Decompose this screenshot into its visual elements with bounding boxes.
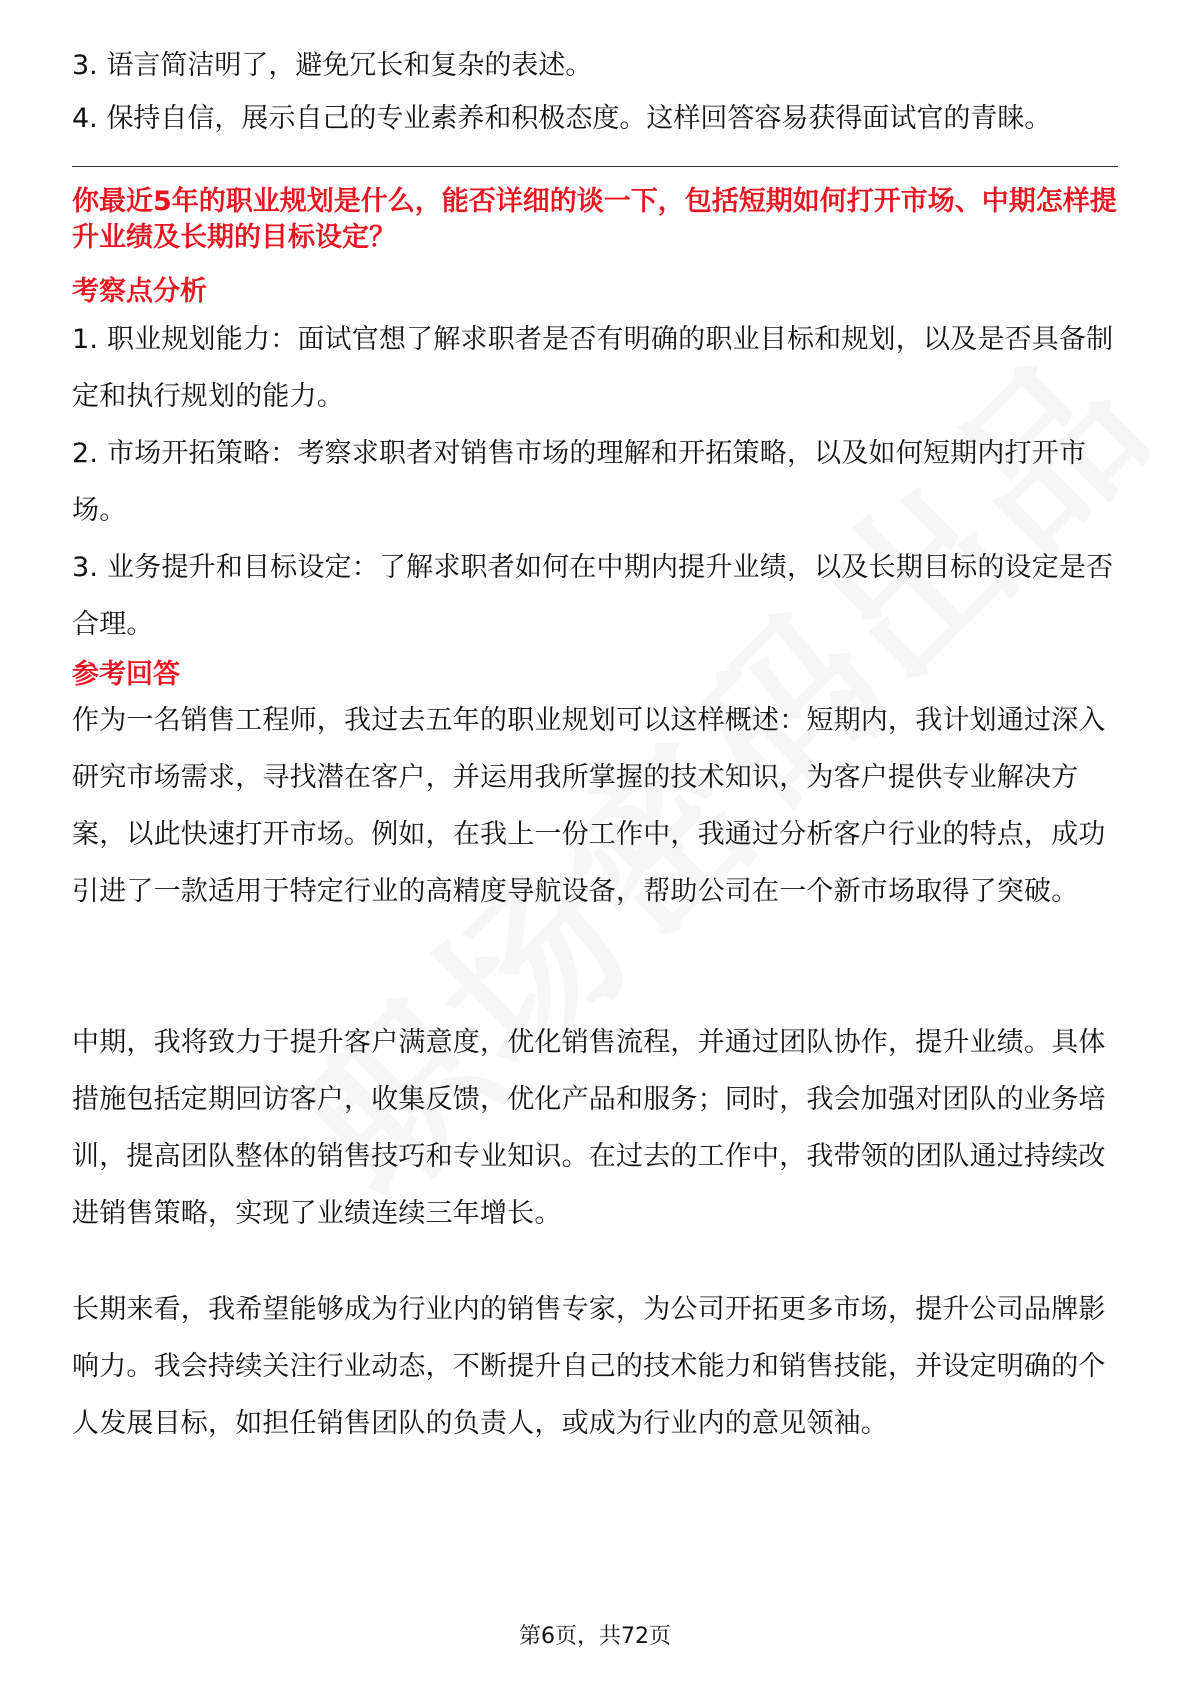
intro-item-4: 4. 保持自信，展示自己的专业素养和积极态度。这样回答容易获得面试官的青睐。: [72, 103, 1052, 134]
analysis-item-1: 1. 职业规划能力：面试官想了解求职者是否有明确的职业目标和规划，以及是否具备制定和执行规划的能力。: [72, 324, 1114, 412]
answer-paragraph-3: 长期来看，我希望能够成为行业内的销售专家，为公司开拓更多市场，提升公司品牌影响力。我会持续关注行业动态，不断提升自己的技术能力和销售技能，并设定明确的个人发展目标，如担任销售团队的负责人，或成为行业内的意见领袖。: [72, 1294, 1106, 1439]
intro-item-3: 3. 语言简洁明了，避免冗长和复杂的表述。: [72, 50, 593, 81]
page-footer: 第6页，共72页: [519, 1624, 671, 1649]
analysis-item-3: 3. 业务提升和目标设定：了解求职者如何在中期内提升业绩，以及长期目标的设定是否合理。: [72, 552, 1114, 640]
analysis-item-2: 2. 市场开拓策略：考察求职者对销售市场的理解和开拓策略，以及如何短期内打开市场。: [72, 438, 1087, 526]
answer-paragraph-2-block: [72, 1014, 1118, 1242]
answer-paragraph-3-block: [72, 1281, 1118, 1452]
answer-paragraph-1: 作为一名销售工程师，我过去五年的职业规划可以这样概述：短期内，我计划通过深入研究市场需求，寻找潜在客户，并运用我所掌握的技术知识，为客户提供专业解决方案，以此快速打开市场。例如，在我上一份工作中，我通过分析客户行业的特点，成功引进了一款适用于特定行业的高精度导航设备，帮助公司在一个新市场取得了突破。: [72, 705, 1106, 907]
question-title: 你最近5年的职业规划是什么，能否详细的谈一下，包括短期如何打开市场、中期怎样提升业绩及长期的目标设定？: [72, 186, 1117, 253]
analysis-heading: 考察点分析: [72, 276, 207, 307]
answer-paragraph-2: 中期，我将致力于提升客户满意度，优化销售流程，并通过团队协作，提升业绩。具体措施包括定期回访客户，收集反馈，优化产品和服务；同时，我会加强对团队的业务培训，提高团队整体的销售技巧和专业知识。在过去的工作中，我带领的团队通过持续改进销售策略，实现了业绩连续三年增长。: [72, 1027, 1106, 1229]
answer-paragraph-1-block: [72, 692, 1118, 920]
section-divider: [72, 166, 1118, 167]
answer-heading: 参考回答: [72, 659, 180, 690]
analysis-list: [72, 311, 1118, 653]
